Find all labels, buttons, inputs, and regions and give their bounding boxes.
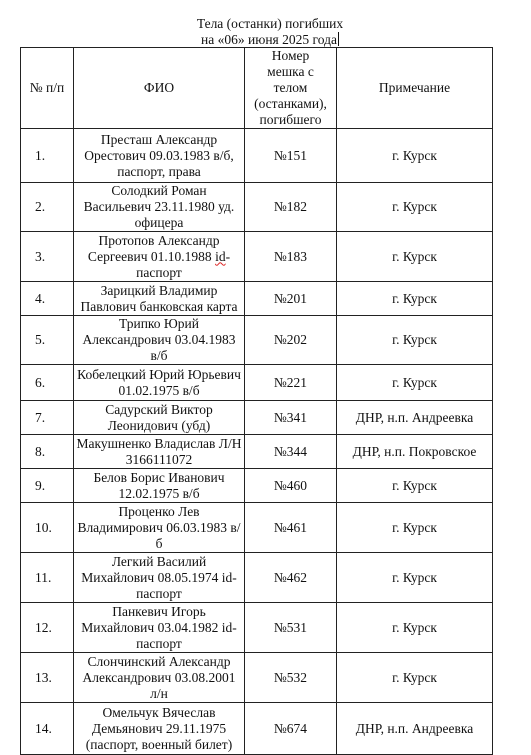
row-note: г. Курск [337,365,493,401]
row-bag: №461 [245,503,337,553]
table-header-row [21,48,493,129]
row-fio: Макушненко Владислав Л/Н 3166111072 [74,435,245,469]
text-cursor [338,32,339,46]
row-fio: Трипко Юрий Александрович 03.04.1983 в/б [74,316,245,365]
row-fio: Панкевич Игорь Михайлович 03.04.1982 id-паспорт [74,603,245,653]
row-num: 9. [21,469,74,503]
header-num: № п/п [21,48,74,129]
row-note: г. Курск [337,316,493,365]
row-note: ДНР, н.п. Андреевка [337,703,493,755]
title-line-2 [150,32,390,48]
row-bag: №460 [245,469,337,503]
row-note: г. Курск [337,469,493,503]
table-row [21,183,493,232]
table-row [21,365,493,401]
table-row [21,401,493,435]
row-bag: №201 [245,282,337,316]
row-num: 10. [21,503,74,553]
row-note: ДНР, н.п. Андреевка [337,401,493,435]
row-fio: Проценко Лев Владимирович 06.03.1983 в/б [74,503,245,553]
header-bag: Номер мешка с телом (останками), погибшего [245,48,337,129]
row-num: 6. [21,365,74,401]
title-line-1: Тела (останки) погибших [196,16,344,31]
table-row [21,129,493,183]
row-fio [74,232,245,282]
row-fio: Солодкий Роман Васильевич 23.11.1980 уд. офицера [74,183,245,232]
row-bag: №532 [245,653,337,703]
row-fio: Легкий Василий Михайлович 08.05.1974 id-паспорт [74,553,245,603]
table-row [21,316,493,365]
row-fio-part: -паспорт [136,248,231,280]
table-row [21,435,493,469]
row-bag: №151 [245,129,337,183]
table-row [21,232,493,282]
row-bag: №341 [245,401,337,435]
row-note: г. Курск [337,603,493,653]
row-bag: №531 [245,603,337,653]
row-note: г. Курск [337,553,493,603]
table-row [21,703,493,755]
header-note: Примечание [337,48,493,129]
row-num: 14. [21,703,74,755]
row-fio: Белов Борис Иванович 12.02.1975 в/б [74,469,245,503]
row-fio: Слончинский Александр Александрович 03.08.2001 л/н [74,653,245,703]
row-num: 11. [21,553,74,603]
row-fio-part: Протопов Александр Сергеевич 01.10.1988 [87,232,220,264]
row-num: 2. [21,183,74,232]
row-bag: №202 [245,316,337,365]
title-line-2-text: на «06» июня 2025 года [201,32,337,47]
row-fio: Садурский Виктор Леонидович (убд) [74,401,245,435]
row-bag: №221 [245,365,337,401]
row-note: г. Курск [337,183,493,232]
row-num: 5. [21,316,74,365]
row-bag: №344 [245,435,337,469]
table-row [21,603,493,653]
row-bag: №462 [245,553,337,603]
table-row [21,553,493,603]
row-num: 4. [21,282,74,316]
row-num: 3. [21,232,74,282]
casualty-table [20,47,493,755]
row-note: ДНР, н.п. Покровское [337,435,493,469]
row-fio: Кобелецкий Юрий Юрьевич 01.02.1975 в/б [74,365,245,401]
row-num: 1. [21,129,74,183]
row-num: 8. [21,435,74,469]
row-bag: №674 [245,703,337,755]
row-num: 7. [21,401,74,435]
row-note: г. Курск [337,129,493,183]
row-note: г. Курск [337,653,493,703]
table-row [21,469,493,503]
spellcheck-underline: id [215,248,226,264]
row-fio: Зарицкий Владимир Павлович банковская карта [74,282,245,316]
row-note: г. Курск [337,282,493,316]
table-row [21,653,493,703]
row-num: 13. [21,653,74,703]
row-bag: №183 [245,232,337,282]
row-fio: Омельчук Вячеслав Демьянович 29.11.1975 (паспорт, военный билет) [74,703,245,755]
table-row [21,282,493,316]
row-num: 12. [21,603,74,653]
document-title [150,16,390,48]
table-row [21,503,493,553]
row-note: г. Курск [337,232,493,282]
row-bag: №182 [245,183,337,232]
row-note: г. Курск [337,503,493,553]
row-fio: Престаш Александр Орестович 09.03.1983 в/б, паспорт, права [74,129,245,183]
header-fio: ФИО [74,48,245,129]
